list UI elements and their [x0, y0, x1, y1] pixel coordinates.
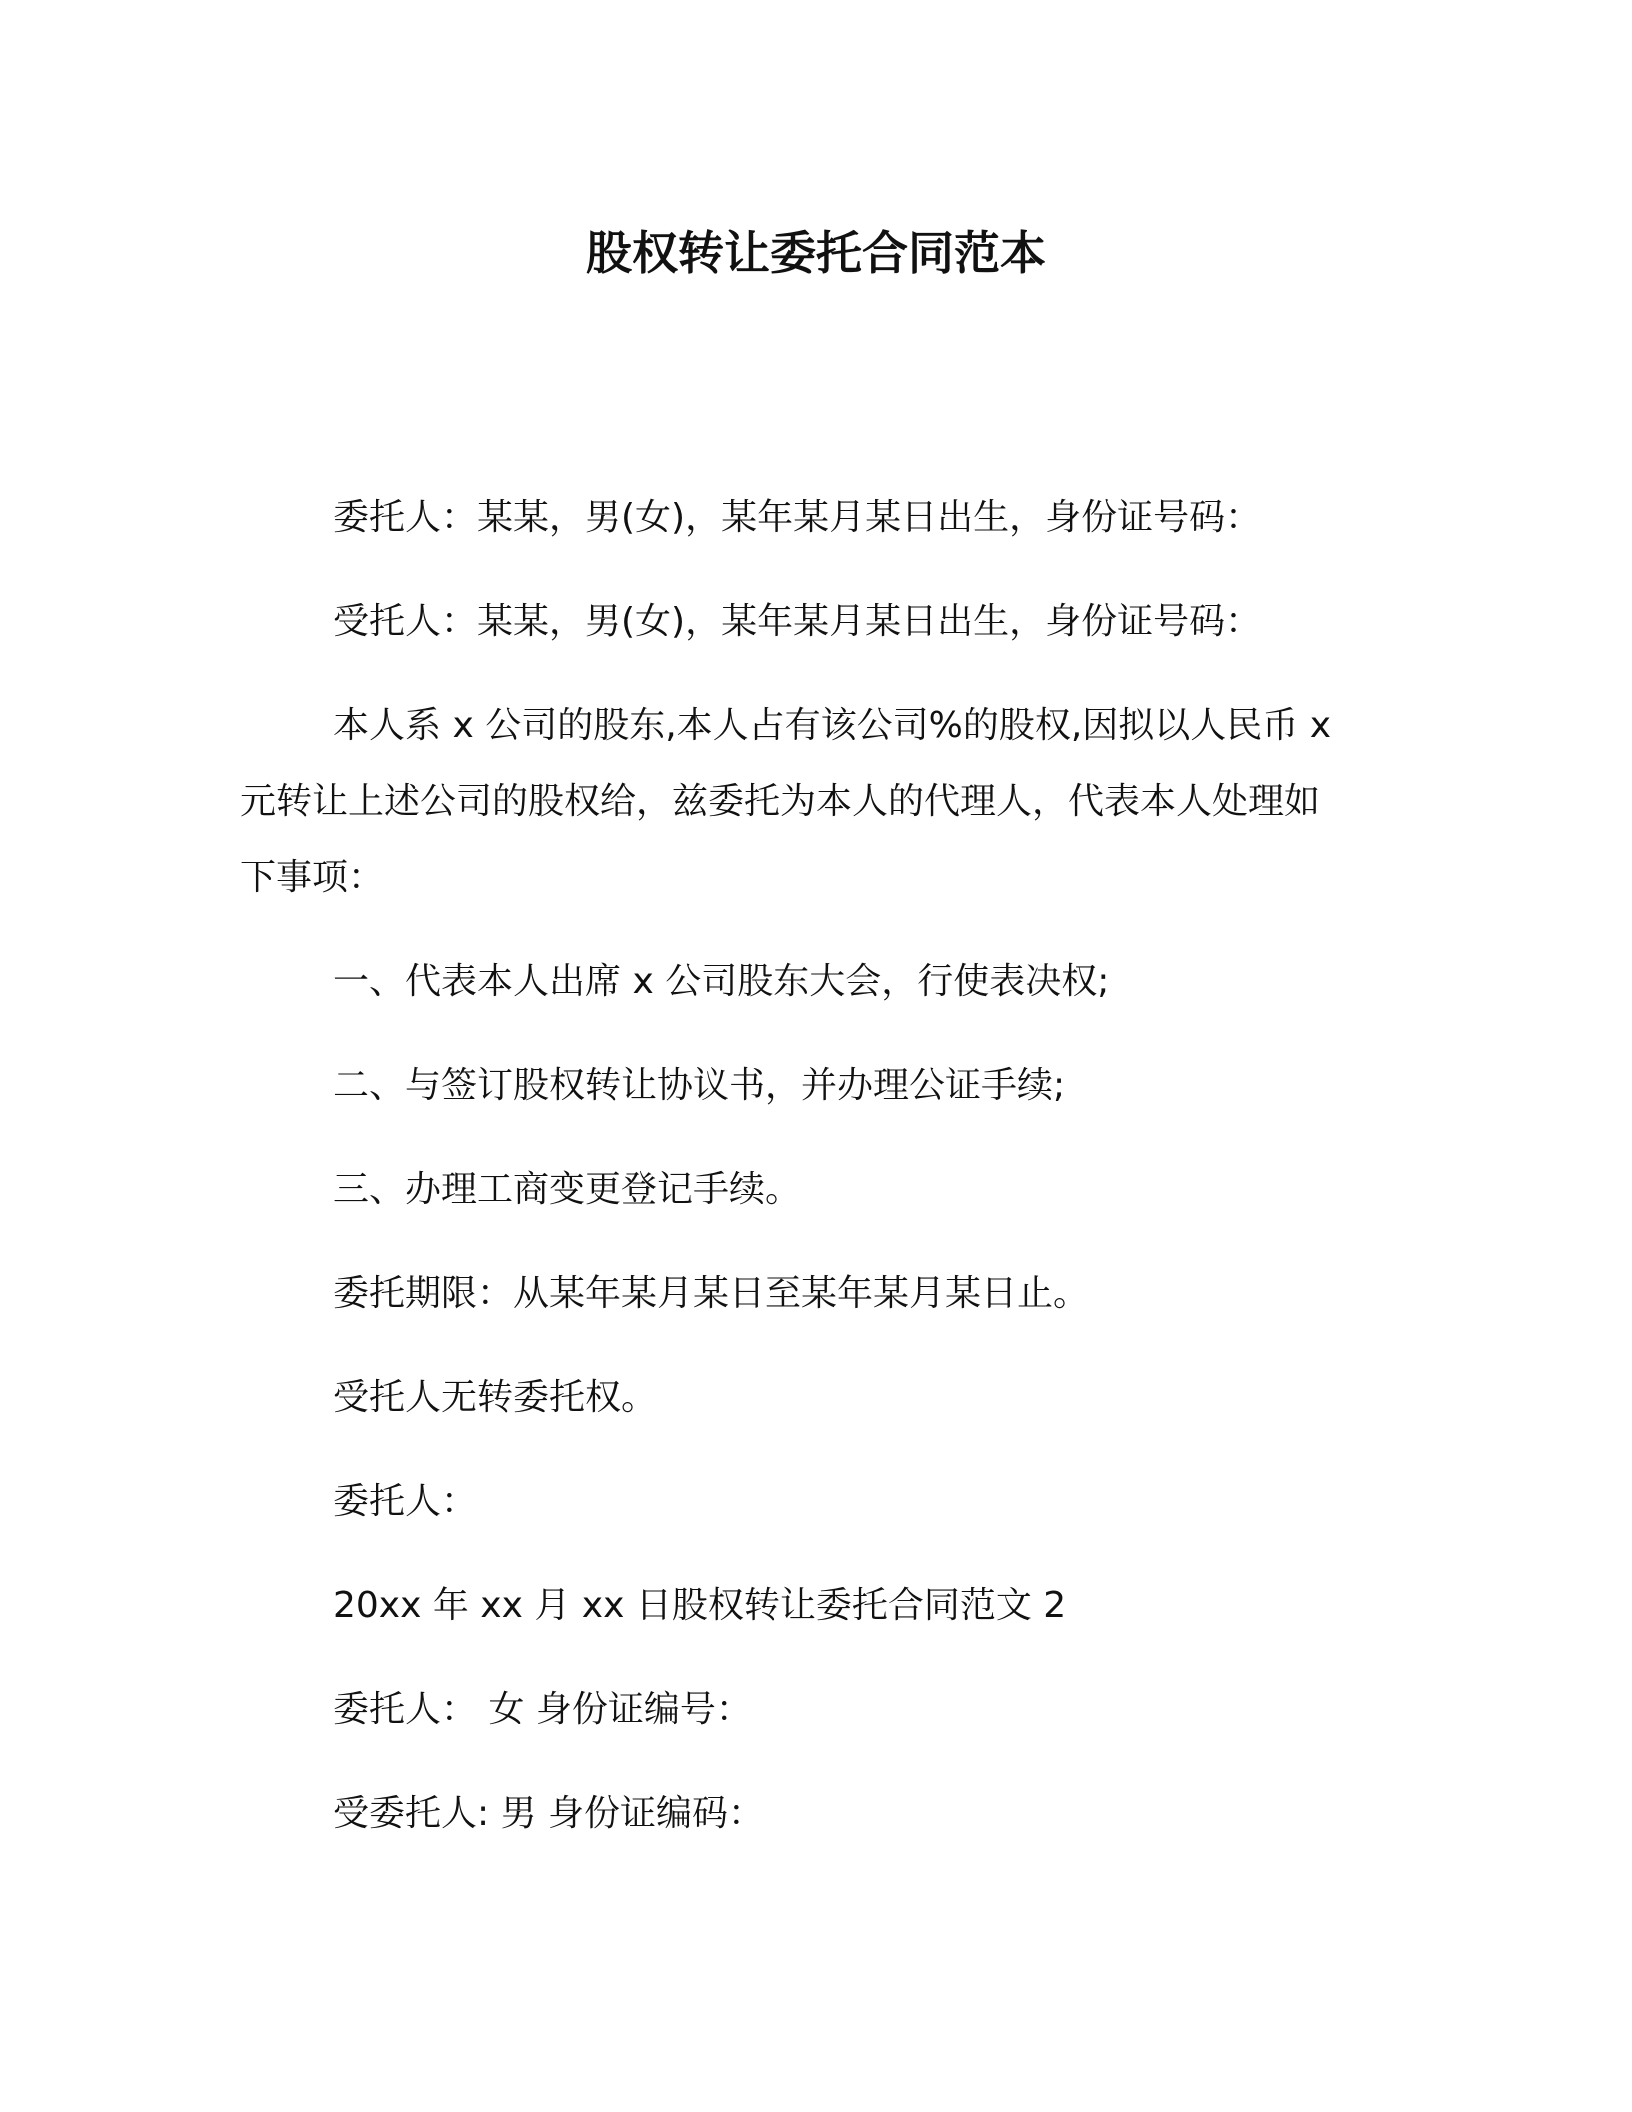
principal-line: 委托人：某某，男(女)，某年某月某日出生，身份证号码：: [333, 497, 1262, 538]
principal-signature-line: 委托人：: [333, 1481, 478, 1522]
body-paragraph-line-2: 元转让上述公司的股权给，兹委托为本人的代理人，代表本人处理如: [240, 781, 1321, 822]
body-paragraph-line-1: 本人系 x 公司的股东,本人占有该公司%的股权,因拟以人民币 x: [333, 705, 1332, 746]
agent-line: 受托人：某某，男(女)，某年某月某日出生，身份证号码：: [333, 601, 1262, 642]
date-and-sample-heading: 20xx 年 xx 月 xx 日股权转让委托合同范文 2: [333, 1585, 1067, 1626]
term-line: 委托期限：从某年某月某日至某年某月某日止。: [333, 1273, 1090, 1314]
item-three: 三、办理工商变更登记手续。: [333, 1169, 802, 1210]
sample2-agent-line: 受委托人: 男 身份证编码：: [333, 1793, 765, 1834]
item-two: 二、与签订股权转让协议书，并办理公证手续;: [333, 1065, 1066, 1106]
sample2-principal-line: 委托人： 女 身份证编号：: [333, 1689, 752, 1730]
no-subdelegation-line: 受托人无转委托权。: [333, 1377, 658, 1418]
body-paragraph-line-3: 下事项：: [240, 857, 385, 898]
item-one: 一、代表本人出席 x 公司股东大会，行使表决权;: [333, 961, 1110, 1002]
document-title: 股权转让委托合同范本: [586, 226, 1046, 280]
